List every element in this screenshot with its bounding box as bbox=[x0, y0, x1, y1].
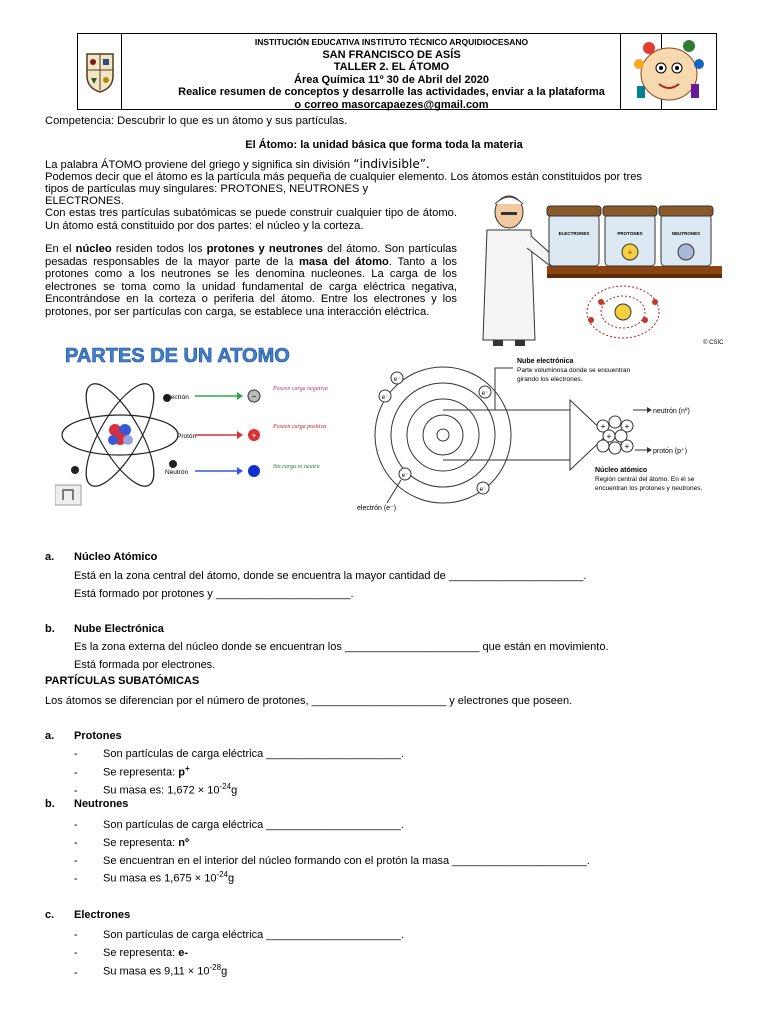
neutrones-item-2 bbox=[103, 837, 189, 849]
protones-item-2 bbox=[103, 764, 190, 779]
e-marker-4: e⁻ bbox=[401, 473, 409, 479]
pc3-a: Su masa es 9,11 × 10 bbox=[103, 965, 210, 978]
p6-g: . Tanto a los protones como a los neutrones se les denomina nucleones. La carga de los electrones se toma como la unidad fundamental de carga eléctrica negativa, Encontrándose en la corteza o periferia del átomo. Entre los electrones y los protones, por ser partículas con carga, se establece una interacción eléctrica. bbox=[45, 255, 457, 318]
protones-item-3 bbox=[103, 782, 237, 797]
p6-c: residen todos los bbox=[111, 243, 207, 255]
header-line-5: Realice resumen de conceptos y desarrolle las actividades, enviar a la plataforma bbox=[178, 86, 605, 98]
scientist-illustration bbox=[465, 190, 728, 348]
e-marker-5: e⁻ bbox=[479, 487, 487, 493]
nube-title: Nube electrónica bbox=[517, 358, 574, 365]
intro-line-2: Podemos decir que el átomo es la partícula más pequeña de cualquier elemento. Los átomos están constituidos por tres bbox=[45, 171, 643, 183]
neutrones-item-4 bbox=[103, 870, 234, 885]
pb4-c: g bbox=[228, 872, 235, 885]
proton-label: Protón bbox=[177, 433, 197, 440]
subatomic-title: PARTÍCULAS SUBATÓMICAS bbox=[45, 675, 200, 687]
svg-text:−: − bbox=[251, 392, 257, 401]
jar-protones bbox=[603, 206, 657, 266]
protones-item-1: Son partículas de carga eléctrica ______________________. bbox=[103, 748, 404, 760]
neutrones-item-1: Son partículas de carga eléctrica ______________________. bbox=[103, 819, 404, 831]
intro-line-1 bbox=[45, 158, 430, 172]
header-line-6: o correo masorcapaezes@gmail.com bbox=[294, 98, 489, 111]
nube-desc-2: girando los electrones. bbox=[517, 376, 583, 383]
pc3-b: -28 bbox=[209, 963, 222, 972]
neutron-label: Neutrón bbox=[165, 469, 189, 476]
protones-title: Protones bbox=[74, 730, 122, 742]
bullet-dash: - bbox=[74, 967, 78, 979]
sec-a-label: a. bbox=[45, 551, 55, 563]
pa3-c: g bbox=[231, 784, 238, 797]
chemistry-logo-cell bbox=[620, 33, 717, 110]
pa2-c: + bbox=[184, 764, 190, 773]
pb2-a: Se representa: bbox=[103, 837, 179, 849]
svg-text:+: + bbox=[600, 422, 606, 431]
intro-text-1a: La palabra ÁTOMO proviene del griego y significa sin división bbox=[45, 159, 354, 171]
header-line-2: SAN FRANCISCO DE ASÍS bbox=[322, 48, 461, 61]
p6-a: En el bbox=[45, 243, 76, 255]
pc2-b: e- bbox=[178, 947, 188, 959]
p6-d: protones y neutrones bbox=[206, 243, 323, 255]
intro-line-4: ELECTRONES. bbox=[45, 195, 124, 207]
jar-neutrones bbox=[659, 206, 713, 266]
proton-desc: Poseen carga positiva bbox=[273, 424, 327, 430]
atom-structure-diagram bbox=[345, 350, 755, 520]
pa2-a: Se representa: bbox=[103, 766, 179, 779]
sec-a-title: Núcleo Atómico bbox=[74, 551, 158, 563]
svg-text:+: + bbox=[251, 431, 257, 440]
electrones-title: Electrones bbox=[74, 909, 131, 921]
electrones-item-1: Son partículas de carga eléctrica ______________________. bbox=[103, 929, 404, 941]
jar2-label: PROTONES bbox=[617, 231, 643, 236]
header-line-3: TALLER 2. EL ÁTOMO bbox=[333, 61, 450, 73]
sec-b-line-1: Es la zona externa del núcleo donde se encuentran los ______________________ que están en movimiento. bbox=[74, 641, 609, 653]
e-marker-3: e⁻ bbox=[481, 391, 489, 397]
bullet-dash: - bbox=[74, 819, 78, 831]
school-crest-logo bbox=[78, 34, 122, 109]
header-line-1: INSTITUCIÓN EDUCATIVA INSTITUTO TÉCNICO ARQUIDIOCESANO bbox=[254, 37, 529, 47]
bullet-dash: - bbox=[74, 748, 78, 760]
partes-title: PARTES DE UN ATOMO bbox=[65, 345, 290, 367]
neutron-desc: Sin carga es neutra bbox=[273, 464, 320, 470]
sec-b-label: b. bbox=[45, 623, 55, 635]
partes-atomo-image bbox=[55, 340, 335, 510]
header-table bbox=[77, 33, 662, 110]
jar3-label: NEUTRONES bbox=[671, 231, 701, 236]
nube-desc-1: Parte voluminosa donde se encuentran bbox=[517, 367, 631, 374]
sec-a-line-2: Está formado por protones y ______________________. bbox=[74, 588, 354, 600]
electron-label: Electrón bbox=[165, 394, 189, 401]
electron-markers bbox=[379, 372, 491, 494]
nucleo-title: Núcleo atómico bbox=[595, 467, 648, 474]
pc3-c: g bbox=[221, 965, 228, 978]
bullet-dash: - bbox=[74, 855, 78, 867]
e-marker-1: e⁻ bbox=[393, 377, 401, 383]
main-title: El Átomo: la unidad básica que forma toda la materia bbox=[245, 139, 523, 151]
bullet-dash: - bbox=[74, 873, 78, 885]
competencia-text: Competencia: Descubrir lo que es un átomo y sus partículas. bbox=[45, 115, 348, 127]
neutrones-item-3: Se encuentran en el interior del núcleo formando con el protón la masa ______________________. bbox=[103, 855, 590, 867]
svg-text:+: + bbox=[627, 248, 633, 257]
intro-paragraph-6 bbox=[45, 243, 457, 319]
jar-electrones bbox=[547, 206, 601, 266]
header-text bbox=[122, 34, 661, 109]
pc2-a: Se representa: bbox=[103, 947, 179, 959]
pa2-b: p bbox=[178, 766, 185, 779]
pa3-a: Su masa es: 1,672 × 10 bbox=[103, 784, 220, 797]
diagram-proton-label: protón (p⁺) bbox=[653, 448, 688, 455]
intro-paragraph-5: Con estas tres partículas subatómicas se puede construir cualquier tipo de átomo. Un átomo está constituido por dos partes: el núcleo y la corteza. bbox=[45, 207, 457, 232]
p6-b: núcleo bbox=[75, 243, 112, 255]
neutrones-label: b. bbox=[45, 798, 55, 810]
header-line-4: Área Química 11º 30 de Abril del 2020 bbox=[294, 73, 489, 86]
electron-caption: electrón (e⁻) bbox=[357, 505, 397, 512]
sec-b-title: Nube Electrónica bbox=[74, 623, 164, 635]
electrones-item-2 bbox=[103, 947, 188, 959]
bullet-dash: - bbox=[74, 837, 78, 849]
atom-orbit-drawing bbox=[62, 375, 178, 495]
jar1-label: ELECTRONES bbox=[558, 231, 590, 236]
svg-text:+: + bbox=[624, 422, 630, 431]
chemistry-logo bbox=[621, 34, 716, 109]
sec-a-line-1: Está en la zona central del átomo, donde se encuentra la mayor cantidad de ______________________. bbox=[74, 570, 587, 582]
subatomic-line-1: Los átomos se diferencian por el número de protones, ______________________ y electrones que poseen. bbox=[45, 695, 573, 707]
bullet-dash: - bbox=[74, 947, 78, 959]
intro-line-3: tipos de partículas muy singulares: PROTONES, NEUTRONES y bbox=[45, 183, 369, 195]
electron-desc: Poseen carga negativa bbox=[273, 386, 328, 392]
p6-f: masa del átomo bbox=[298, 255, 389, 268]
pa3-b: -24 bbox=[219, 782, 232, 791]
bullet-dash: - bbox=[74, 767, 78, 779]
protones-label: a. bbox=[45, 730, 55, 742]
intro-text-1b: “indivisible”. bbox=[353, 157, 430, 171]
bullet-dash: - bbox=[74, 929, 78, 941]
bullet-dash: - bbox=[74, 785, 78, 797]
csic-credit: © CSIC bbox=[703, 340, 724, 346]
svg-text:+: + bbox=[606, 432, 612, 441]
diagram-neutron-label: neutrón (nº) bbox=[653, 408, 690, 415]
p6-e: del átomo. Son partículas pesadas responsables de la mayor parte de la bbox=[45, 243, 457, 268]
svg-text:+: + bbox=[624, 442, 630, 451]
nucleo-desc-1: Región central del átomo. En él se bbox=[595, 476, 695, 483]
pb4-b: -24 bbox=[216, 870, 228, 879]
pb4-a: Su masa es 1,675 × 10 bbox=[103, 872, 217, 885]
pb2-b: nº bbox=[178, 837, 189, 849]
electrones-item-3 bbox=[103, 963, 227, 978]
e-marker-2: e⁻ bbox=[381, 395, 389, 401]
neutrones-title: Neutrones bbox=[74, 798, 129, 810]
nucleo-desc-2: encuentran los protones y neutrones. bbox=[595, 485, 703, 492]
electrones-label: c. bbox=[45, 909, 55, 921]
sec-b-line-2: Está formada por electrones. bbox=[74, 659, 216, 671]
